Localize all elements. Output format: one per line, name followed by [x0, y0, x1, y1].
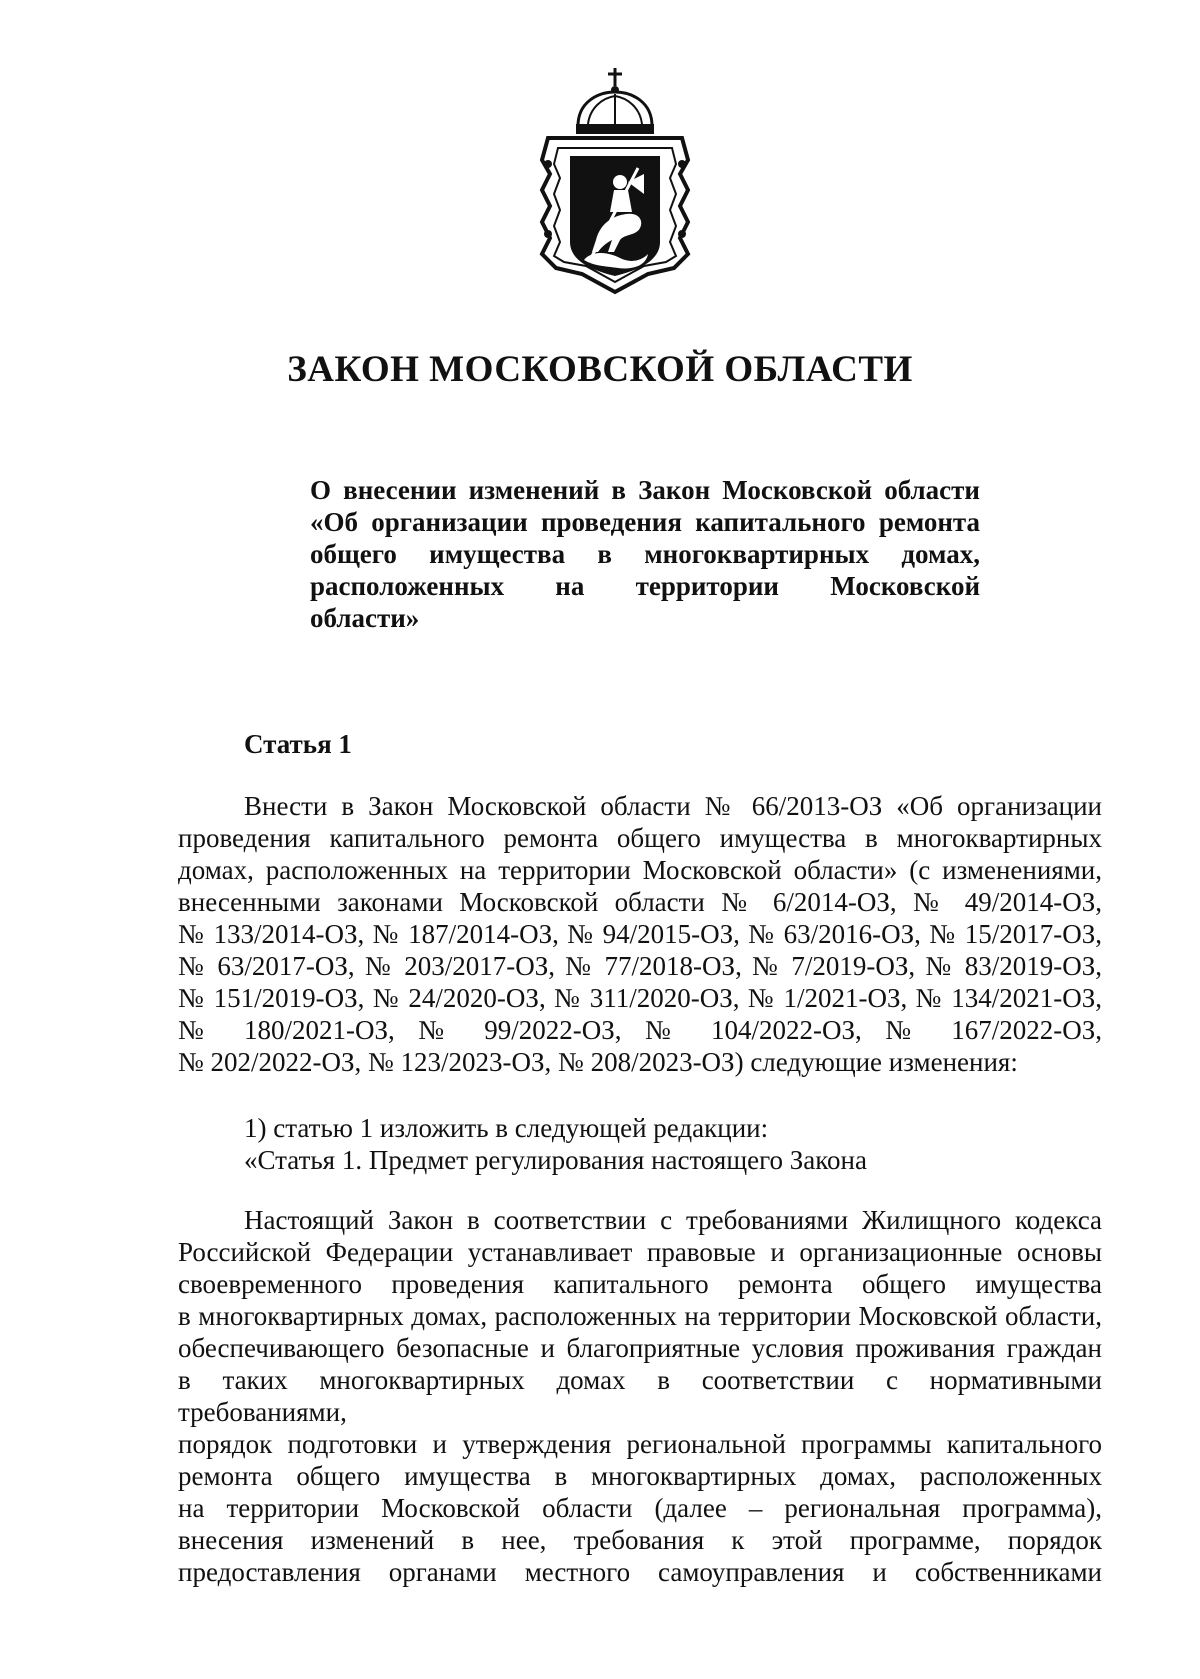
paragraph-line: своевременного проведения капитального ремонта общего имущества: [178, 1269, 1102, 1299]
paragraph-line: Настоящий Закон в соответствии с требованиями Жилищного кодекса: [244, 1205, 1102, 1235]
paragraph-line: проведения капитального ремонта общего имущества в многоквартирных: [178, 823, 1102, 853]
item-1: [178, 1112, 1102, 1176]
coat-of-arms-icon: [528, 64, 702, 298]
item-line: 1) статью 1 изложить в следующей редакции:: [244, 1113, 769, 1143]
paragraph-line: обеспечивающего безопасные и благоприятные условия проживания граждан: [178, 1333, 1102, 1363]
law-subject: [310, 474, 980, 634]
paragraph-line: внесенными законами Московской области № 6/2014-ОЗ, № 49/2014-ОЗ,: [178, 887, 1102, 917]
paragraph-line: в таких многоквартирных домах в соответствии с нормативными требованиями,: [178, 1365, 1102, 1427]
paragraph-line: домах, расположенных на территории Московской области» (с изменениями,: [178, 855, 1102, 885]
paragraph-line: порядок подготовки и утверждения региональной программы капитального: [178, 1429, 1102, 1459]
article-heading: Статья 1: [244, 729, 352, 759]
paragraph-line: внесения изменений в нее, требования к этой программе, порядок: [178, 1525, 1102, 1555]
paragraph-line: № 133/2014-ОЗ, № 187/2014-ОЗ, № 94/2015-ОЗ, № 63/2016-ОЗ, № 15/2017-ОЗ,: [178, 919, 1102, 949]
paragraph-line: № 63/2017-ОЗ, № 203/2017-ОЗ, № 77/2018-ОЗ, № 7/2019-ОЗ, № 83/2019-ОЗ,: [178, 951, 1102, 981]
subject-line: расположенных на территории Московской: [310, 571, 980, 601]
subject-line: области»: [310, 603, 420, 633]
paragraph-line: ремонта общего имущества в многоквартирных домах, расположенных: [178, 1461, 1102, 1491]
paragraph-line: в многоквартирных домах, расположенных на территории Московской области,: [178, 1301, 1102, 1331]
paragraph-line: № 202/2022-ОЗ, № 123/2023-ОЗ, № 208/2023-ОЗ) следующие изменения:: [178, 1047, 1018, 1077]
subject-line: «Об организации проведения капитального ремонта: [310, 507, 980, 537]
paragraph-line: Российской Федерации устанавливает правовые и организационные основы: [178, 1237, 1102, 1267]
paragraph-line: Внести в Закон Московской области № 66/2013-ОЗ «Об организации: [244, 791, 1102, 821]
paragraph-line: на территории Московской области (далее – региональная программа),: [178, 1493, 1102, 1523]
paragraph-subject-of-regulation: [178, 1204, 1102, 1588]
paragraph-amendments: [178, 790, 1102, 1078]
paragraph-line: № 151/2019-ОЗ, № 24/2020-ОЗ, № 311/2020-ОЗ, № 1/2021-ОЗ, № 134/2021-ОЗ,: [178, 983, 1102, 1013]
paragraph-line: предоставления органами местного самоуправления и собственниками: [178, 1557, 1102, 1587]
subject-line: общего имущества в многоквартирных домах,: [310, 539, 980, 569]
coat-of-arms-emblem: [528, 64, 702, 298]
law-title: ЗАКОН МОСКОВСКОЙ ОБЛАСТИ: [287, 349, 913, 390]
subject-line: О внесении изменений в Закон Московской области: [310, 475, 980, 505]
paragraph-line: № 180/2021-ОЗ, № 99/2022-ОЗ, № 104/2022-ОЗ, № 167/2022-ОЗ,: [178, 1015, 1102, 1045]
item-heading: «Статья 1. Предмет регулирования настоящего Закона: [244, 1145, 867, 1175]
